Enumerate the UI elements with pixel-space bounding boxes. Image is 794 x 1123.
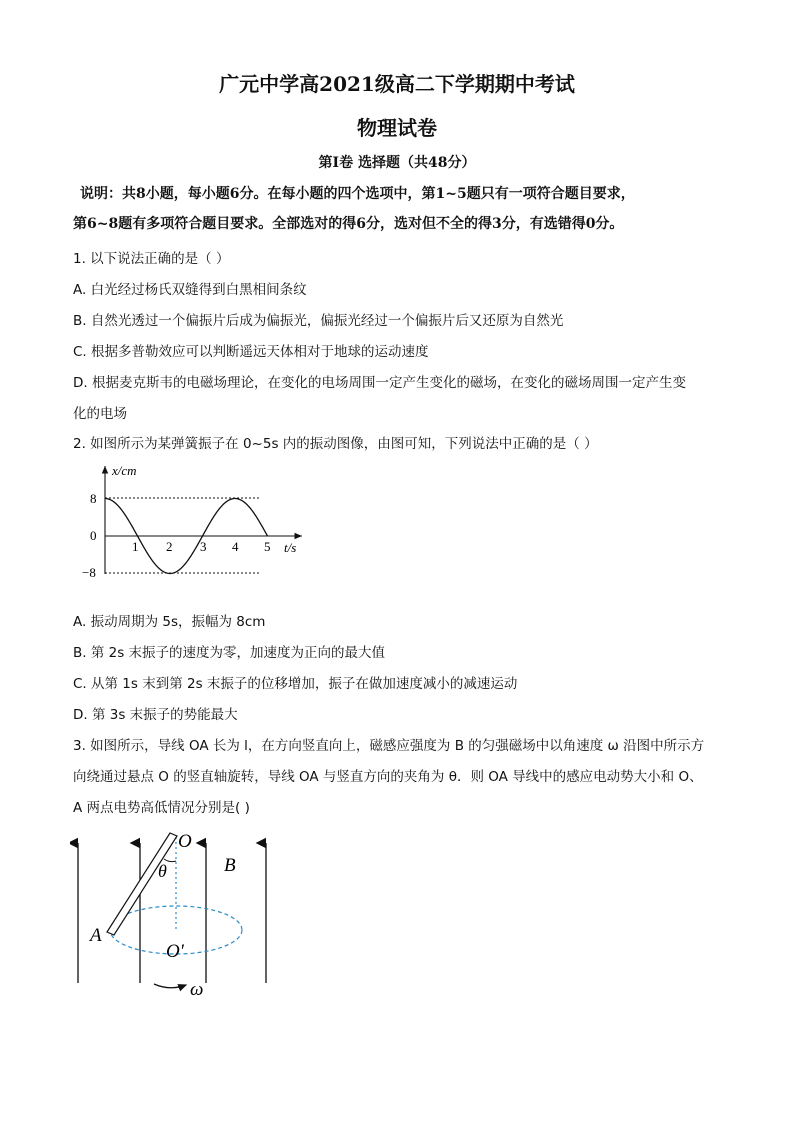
instructions-line-1: 说明：共8小题，每小题6分。在每小题的四个选项中，第1~5题只有一项符合题目要求， (80, 186, 635, 202)
vibration-graph (80, 462, 320, 592)
rotating-wire-figure (70, 825, 290, 1000)
x-tick-1: 1 (132, 539, 139, 554)
wire-oa (107, 833, 177, 935)
q3-line-3: A 两点电势高低情况分别是( ) (73, 800, 250, 816)
y-tick-min: −8 (82, 565, 96, 580)
y-tick-zero: 0 (90, 528, 97, 543)
q1-stem: 1. 以下说法正确的是（ ） (73, 251, 230, 267)
label-b: B (224, 855, 236, 876)
y-axis-label: x/cm (112, 463, 137, 478)
y-tick-max: 8 (90, 491, 97, 506)
q1-option-c: C. 根据多普勒效应可以判断遥远天体相对于地球的运动速度 (73, 344, 429, 360)
q2-option-c: C. 从第 1s 末到第 2s 末振子的位移增加，振子在做加速度减小的减速运动 (73, 676, 518, 692)
x-axis-label: t/s (284, 540, 297, 555)
q3-line-1: 3. 如图所示，导线 OA 长为 l，在方向竖直向上，磁感应强度为 B 的匀强磁场中以角速度 ω 沿图中所示方 (73, 738, 705, 754)
q2-option-a: A. 振动周期为 5s，振幅为 8cm (73, 614, 266, 630)
instructions-line-2: 第6~8题有多项符合题目要求。全部选对的得6分，选对但不全的得3分，有选错得0分。 (73, 216, 624, 232)
x-tick-2: 2 (166, 539, 173, 554)
q2-option-d: D. 第 3s 末振子的势能最大 (73, 707, 238, 723)
section-title: 第Ⅰ卷 选择题（共48分） (318, 155, 476, 171)
omega-arrow (154, 984, 186, 988)
label-theta: θ (158, 861, 167, 881)
page-subtitle: 物理试卷 (357, 116, 437, 140)
label-a: A (90, 925, 102, 946)
x-tick-3: 3 (200, 539, 207, 554)
label-o-prime: O′ (166, 941, 184, 962)
q2-stem: 2. 如图所示为某弹簧振子在 0~5s 内的振动图像，由图可知，下列说法中正确的是（ ） (73, 436, 598, 452)
q2-option-b: B. 第 2s 末振子的速度为零，加速度为正向的最大值 (73, 645, 386, 661)
q1-option-d: D. 根据麦克斯韦的电磁场理论，在变化的电场周围一定产生变化的磁场，在变化的磁场周围一定产生变 (73, 375, 686, 391)
label-omega: ω (190, 979, 204, 1000)
page-title: 广元中学高2021级高二下学期期中考试 (219, 72, 575, 96)
q1-option-b: B. 自然光透过一个偏振片后成为偏振光，偏振光经过一个偏振片后又还原为自然光 (73, 313, 564, 329)
label-o: O (178, 831, 192, 852)
q3-line-2: 向绕通过悬点 O 的竖直轴旋转，导线 OA 与竖直方向的夹角为 θ．则 OA 导线中的感应电动势大小和 O、 (73, 769, 703, 785)
q1-option-a: A. 白光经过杨氏双缝得到白黑相间条纹 (73, 282, 307, 298)
x-tick-5: 5 (264, 539, 271, 554)
x-tick-4: 4 (232, 539, 239, 554)
q1-option-d-cont: 化的电场 (73, 406, 127, 422)
